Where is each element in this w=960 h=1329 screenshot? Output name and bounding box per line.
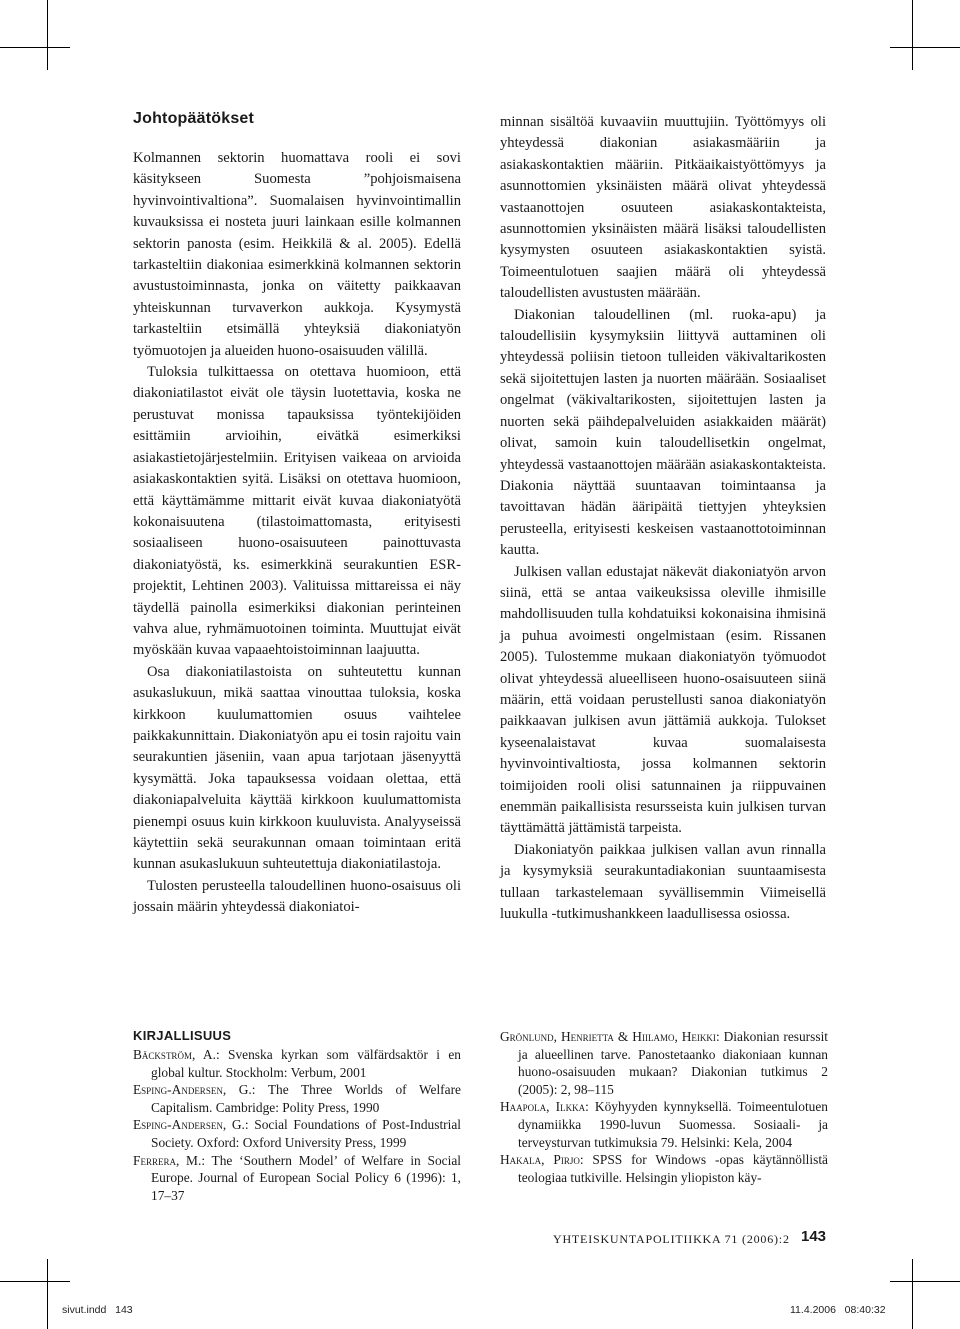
crop-mark bbox=[47, 1259, 48, 1329]
paragraph: Tulosten perusteella taloudellinen huono-osaisuus oli jossain määrin yhteydessä diakoniatoi- bbox=[133, 877, 461, 916]
crop-mark bbox=[47, 0, 48, 70]
slug-timestamp: 11.4.2006 08:40:32 bbox=[790, 1304, 886, 1316]
reference-author: Haapola, Ilkka bbox=[500, 1099, 586, 1115]
crop-mark bbox=[912, 0, 913, 70]
section-title: Johtopäätökset bbox=[133, 110, 255, 127]
reference-author: Esping-Andersen, G. bbox=[133, 1117, 245, 1133]
reference-item bbox=[500, 1028, 828, 1098]
references-title: KIRJALLISUUS bbox=[133, 1028, 232, 1043]
reference-author: Bäckström, A. bbox=[133, 1047, 216, 1062]
slug-file: sivut.indd 143 bbox=[62, 1304, 133, 1316]
paragraph: minnan sisältöä kuvaaviin muuttujiin. Työttömyys oli yhteydessä diakonian asiakasmääriin ja asiakaskontaktien määriin. Pitkäaikaistyöttömyys ja asunnottomien yksinäisten määrä olivat yhteydessä vastaanottojen osuuteen asiakaskontakteista, asunnottomien yksinäisten määrä lisäksi taloudellisten kysymysten osuuteen asiakaskontaktien syistä. Toimeentulotuen saajien määrä oli yhteydessä taloudellisten avustusten määrään. bbox=[500, 114, 826, 302]
reference-author: Hakala, Pirjo bbox=[500, 1152, 580, 1168]
reference-item bbox=[133, 1116, 461, 1151]
reference-item bbox=[133, 1152, 461, 1205]
reference-item bbox=[133, 1081, 461, 1116]
page-number: 143 bbox=[801, 1228, 827, 1245]
references-left bbox=[133, 1046, 461, 1204]
references-right bbox=[500, 1028, 828, 1186]
crop-mark bbox=[890, 1281, 960, 1282]
paragraph: Julkisen vallan edustajat näkevät diakoniatyön arvon siinä, että se antaa vaikeuksissa oleville ihmisille mahdollisuuden tulla kohdatuiksi kokonaisina ihmisinä ja puhua avoimesti ongelmistaan (esim. Rissanen 2005). Tulostemme mukaan diakoniatyön työmuodot olivat yhteydessä alueelliseen huono-osaisuuteen siinä määrin, että voidaan perustellusti sanoa diakoniatyön paikkaavan julkisen avun jättämiä aukkoja. Tulokset kyseenalaistavat kuvaa suomalaisesta hyvinvointivaltiosta, jossa kolmannen sektorin toimijoiden rooli olisi satunnainen ja riippuvainen enemmän paikallisista resursseista kuin julkisen turvan täyttämättä jättämistä tarpeista. bbox=[500, 563, 826, 837]
paragraph: Diakoniatyön paikkaa julkisen vallan avun rinnalla ja kysymyksiä seurakuntadiakonian suuntaamisesta tullaan tarkastelemaan syvällisemmin Viimeisellä luukulla -tutkimushankkeen laadullisessa osiossa. bbox=[500, 841, 826, 923]
paragraph: Tuloksia tulkittaessa on otettava huomioon, että diakoniatilastot eivät ole täysin luotettavia, koska ne perustuvat monissa tapauksissa työntekijöiden esittämiin arvioihin, eivätkä esimerkiksi asiakastietojärjestelmiin. Erityisen vaikeaa on arvioida asiakaskontaktien syitä. Lisäksi on otettava huomioon, että käyttämämme mittarit eivät kuvaa diakoniatyötä kokonaisuutena (tilastoimattomasta, erityisesti sosiaaliseen huono-osaisuuteen painottuvasta diakoniatyöstä, ks. esimerkkinä seurakuntien ESR-projektit, Lehtinen 2003). Valituissa mittareissa ei näy täydellä painolla esimerkiksi diakonian perinteinen vahva alue, ryhmämuotoinen toiminta. Muuttujat eivät myöskään kuvaa vapaaehtoistoiminnan laajuutta. bbox=[133, 364, 461, 659]
left-column bbox=[133, 148, 461, 919]
reference-text: : The Three Worlds of Welfare Capitalism. Cambridge: Polity Press, 1990 bbox=[151, 1082, 461, 1115]
reference-item bbox=[500, 1151, 828, 1186]
reference-text: : Svenska kyrkan som välfärdsaktör i en global kultur. Stockholm: Verbum, 2001 bbox=[151, 1047, 461, 1080]
paragraph: Diakonian taloudellinen (ml. ruoka-apu) ja taloudellisiin kysymyksiin liittyvä auttaminen oli yhteydessä poliisin tietoon tulleiden väkivaltarikosten sekä sijoitettujen lasten ja nuorten määrään. Sosiaaliset ongelmat (väkivaltarikosten, sijoitettujen lasten ja nuorten sekä päihdepalveluiden asiakkaiden määrät) olivat, samoin kuin taloudellisetkin ongelmat, yhteydessä vastaanottojen määrään asiakaskontakteista. Diakonia näyttää suuntaavan toimintaansa ja tavoittavan hädän ääripäitä tiettyjen yhteyksien perusteella, erityisesti keskeisen vastaanottotoiminnan kautta. bbox=[500, 306, 826, 559]
crop-mark bbox=[912, 1259, 913, 1329]
reference-text: : Diakonian resurssit ja alueellinen tarve. Panostetaanko diakoniaan kunnan huono-osaisuuden mukaan? Diakonian tutkimus 2 (2005): 2, 98–115 bbox=[518, 1029, 829, 1097]
right-column bbox=[500, 112, 826, 925]
paragraph: Kolmannen sektorin huomattava rooli ei sovi käsitykseen Suomesta ”pohjoismaisena hyvinvointivaltiona”. Suomalaisen hyvinvointimallin kuvauksissa ei nosteta juuri lainkaan esille kolmannen sektorin panosta (esim. Heikkilä & al. 2005). Edellä tarkasteltiin diakoniaa esimerkkinä kolmannen sektorin avustustoiminnasta, jonka on väitetty paikkaavan yhteiskunnan turvaverkon aukkoja. Kysymystä tarkasteltiin etsimällä yhteyksiä diakoniatyön työmuotojen ja alueiden huono-osaisuuden välillä. bbox=[133, 150, 461, 359]
reference-text: : Social Foundations of Post-Industrial Society. Oxford: Oxford University Press, 1999 bbox=[151, 1117, 462, 1150]
crop-mark bbox=[890, 47, 960, 48]
crop-mark bbox=[0, 47, 70, 48]
reference-text: : SPSS for Windows -opas käytännöllistä teologiaa tutkiville. Helsingin yliopiston käy- bbox=[518, 1152, 828, 1185]
paragraph: Osa diakoniatilastoista on suhteutettu kunnan asukaslukuun, mikä saattaa vinouttaa tuloksia, koska kirkkoon kuulumattomien osuus vaihtelee paikkakunnittain. Diakoniatyön apu ei tosin rajoitu vain seurakuntien jäseniin, vaan apua tarjotaan jäsenyyttä kysymättä. Joka tapauksessa voidaan olettaa, että diakoniapalveluita käyttää kirkkoon kuulumattomista pienempi osuus kuin kirkkoon kuuluvista. Analyyseissä käytettiin sekä seurakunnan omaan toimintaan eritä kunnan asukaslukuun suhteutettuja diakoniatilastoja. bbox=[133, 663, 461, 873]
reference-item bbox=[500, 1098, 828, 1151]
reference-author: Esping-Andersen, G. bbox=[133, 1082, 252, 1098]
reference-item bbox=[133, 1046, 461, 1081]
reference-text: : The ‘Southern Model’ of Welfare in Social Europe. Journal of European Social Policy 6 (1996): 1, 17–37 bbox=[151, 1152, 461, 1203]
reference-text: : Köyhyyden kynnyksellä. Toimeentulotuen dynamiikka 1990-luvun Suomessa. Sosiaali- ja terveysturvan tutkimuksia 79. Helsinki: Kela, 2004 bbox=[518, 1099, 828, 1150]
journal-footer: YHTEISKUNTAPOLITIIKKA 71 (2006):2 bbox=[553, 1232, 790, 1246]
reference-author: Grönlund, Henrietta & Hiilamo, Heikki bbox=[500, 1029, 716, 1044]
reference-author: Ferrera, M. bbox=[133, 1152, 202, 1168]
crop-mark bbox=[0, 1281, 70, 1282]
